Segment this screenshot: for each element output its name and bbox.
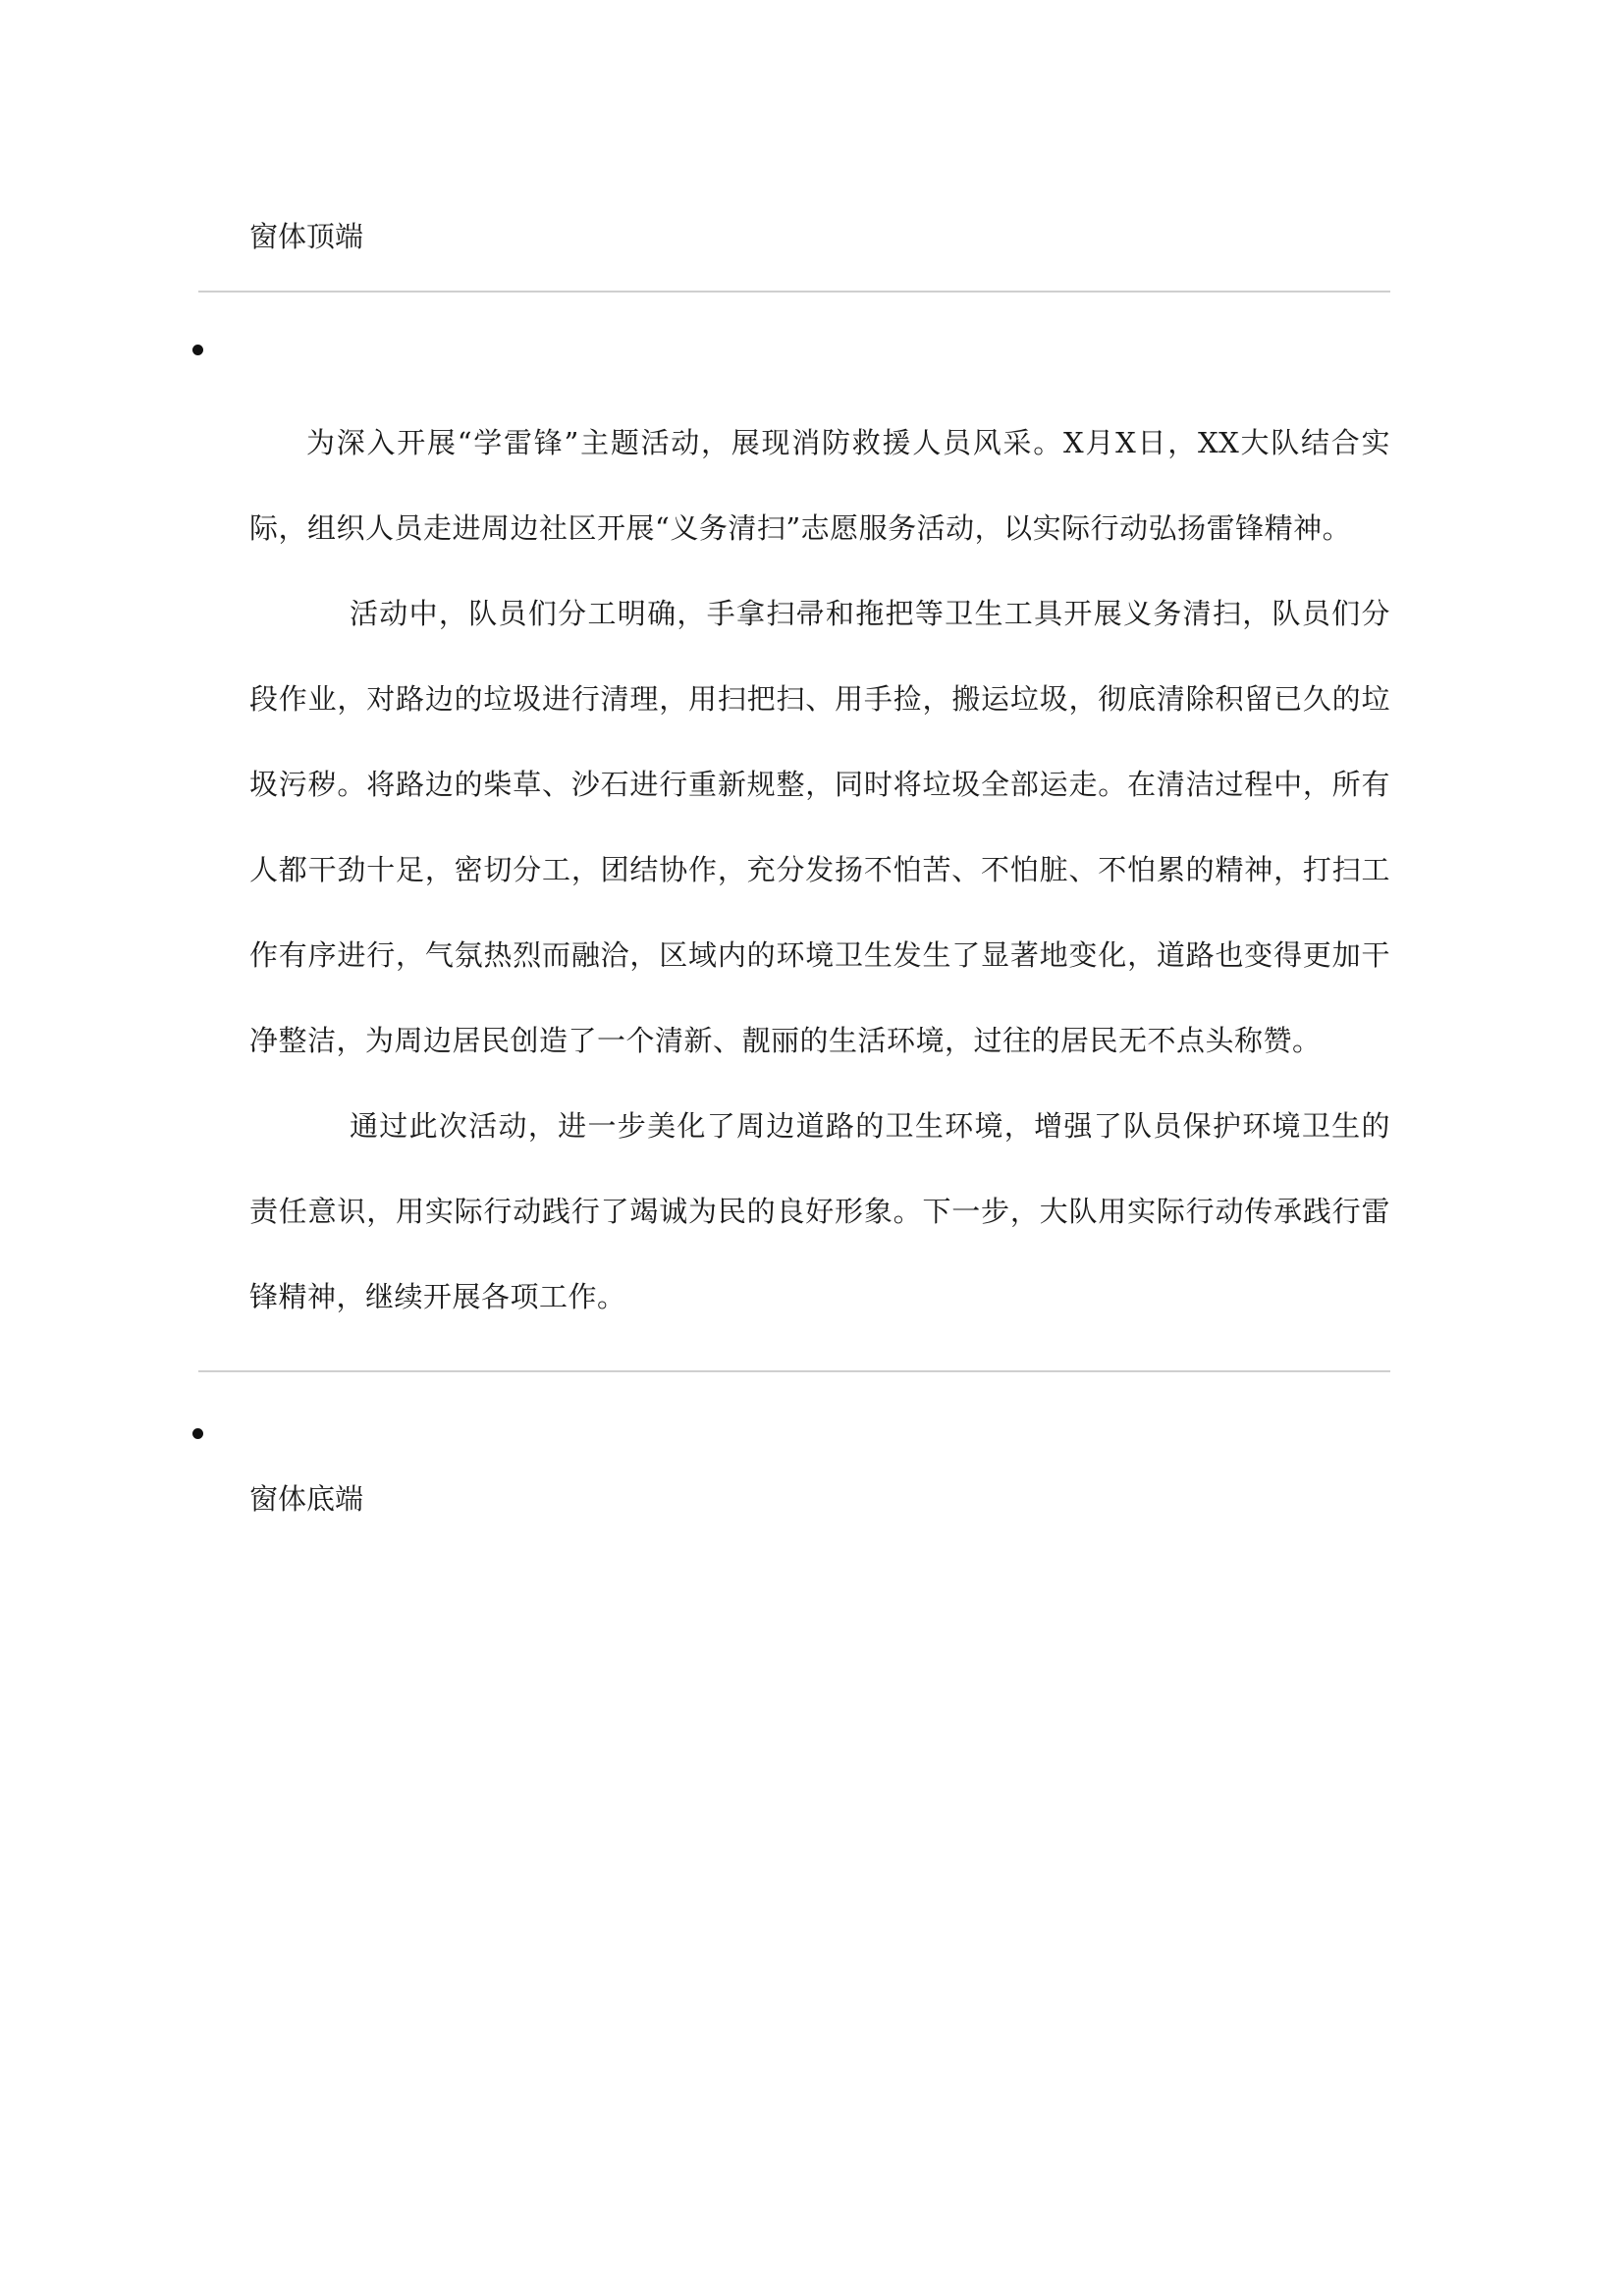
bullet-icon: [192, 345, 203, 355]
bottom-divider: [198, 1370, 1390, 1372]
bullet-icon: [192, 1428, 203, 1439]
form-bottom-label: 窗体底端: [249, 1482, 364, 1516]
paragraph-intro: 为深入开展“学雷锋”主题活动，展现消防救援人员风采。X月X日，XX大队结合实际，组织人员走进周边社区开展“义务清扫”志愿服务活动，以实际行动弘扬雷锋精神。: [249, 426, 1390, 545]
form-top-label: 窗体顶端: [249, 220, 364, 253]
article-body: [249, 400, 1390, 1340]
paragraph-activity: 活动中，队员们分工明确，手拿扫帚和拖把等卫生工具开展义务清扫，队员们分段作业，对路边的垃圾进行清理，用扫把扫、用手捡，搬运垃圾，彻底清除积留已久的垃圾污秽。将路边的柴草、沙石进行重新规整，同时将垃圾全部运走。在清洁过程中，所有人都干劲十足，密切分工，团结协作，充分发扬不怕苦、不怕脏、不怕累的精神，打扫工作有序进行，气氛热烈而融洽，区域内的环境卫生发生了显著地变化，道路也变得更加干净整洁，为周边居民创造了一个清新、靓丽的生活环境，过往的居民无不点头称赞。: [249, 597, 1390, 1057]
top-divider: [198, 291, 1390, 293]
paragraph-conclusion: 通过此次活动，进一步美化了周边道路的卫生环境，增强了队员保护环境卫生的责任意识，用实际行动践行了竭诚为民的良好形象。下一步，大队用实际行动传承践行雷锋精神，继续开展各项工作。: [249, 1109, 1390, 1313]
